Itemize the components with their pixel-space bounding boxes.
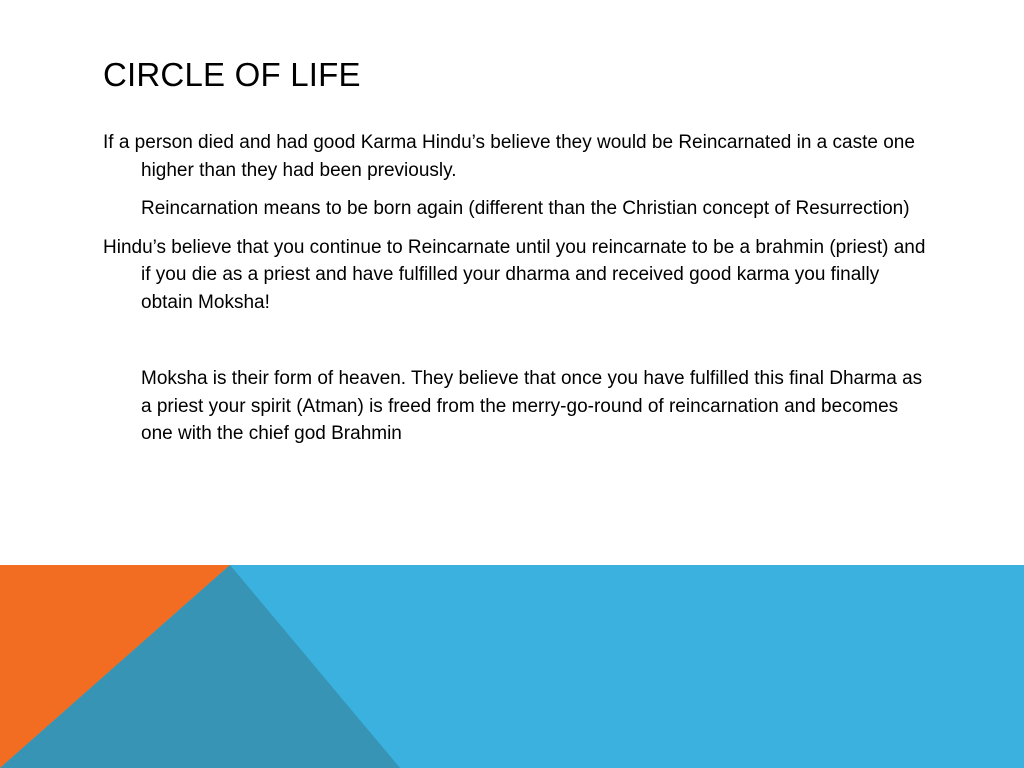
slide-body (103, 129, 933, 448)
sub-bullet-reincarnation-meaning: Reincarnation means to be born again (different than the Christian concept of Resurrection) (141, 198, 910, 219)
bullet-karma-reincarnation: If a person died and had good Karma Hindu’s believe they would be Reincarnated in a caste one higher than they had been previously. (103, 132, 915, 181)
bullet-reincarnate-until-brahmin: Hindu’s believe that you continue to Reincarnate until you reincarnate to be a brahmin (priest) and if you die as a priest and have fulfilled your dharma and received good karma you finally obtain Moksha! (103, 236, 926, 313)
slide-title: CIRCLE OF LIFE (103, 56, 361, 93)
sub-bullet-moksha-heaven: Moksha is their form of heaven. They believe that once you have fulfilled this final Dharma as a priest your spirit (Atman) is freed from the merry-go-round of reincarnation and becomes one with the chief god Brahmin (141, 368, 923, 444)
decorative-footer-shapes (0, 565, 1024, 768)
